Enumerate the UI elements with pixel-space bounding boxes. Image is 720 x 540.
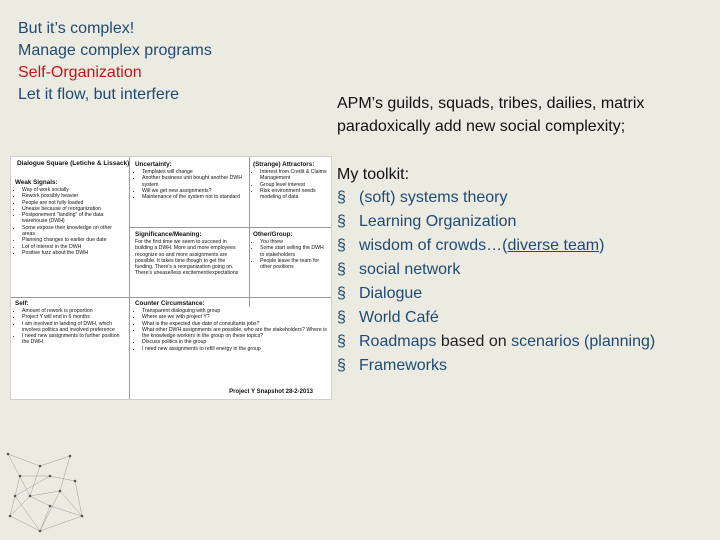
weak-signals-heading: Weak Signals:: [15, 179, 58, 186]
divider: [129, 157, 130, 307]
counter-circumstance-heading: Counter Circumstance:: [135, 300, 205, 307]
list-item: • Unease because of reorganization: [22, 206, 125, 212]
list-item: • Amount of rework is proportion: [22, 308, 125, 314]
toolkit-title: My toolkit:: [337, 166, 410, 183]
toolkit-item-text: Roadmaps: [359, 333, 437, 350]
list-item: • Will we get new assignments?: [142, 188, 245, 194]
list-item: • You threw: [260, 239, 327, 245]
strange-attractors-section: [253, 161, 327, 200]
toolkit-item: [337, 234, 709, 258]
network-edges: [8, 454, 82, 531]
list-item: • Positive fuzz about the DWH: [22, 250, 125, 256]
list-item: • Another business unit bought another DWH system: [142, 175, 245, 188]
list-item: • Maintenance of the system not to standard: [142, 194, 245, 200]
bullet-icon: §: [337, 285, 346, 302]
bullet-icon: §: [337, 261, 346, 278]
other-group-heading: Other/Group:: [253, 231, 293, 238]
list-item: • What other DWH assignments are possible, who are the stakeholders? Where is the knowledge workers in the group on these topics?: [142, 327, 327, 340]
list-item: • What is the expected due date of consultants jobs?: [142, 321, 327, 327]
bullet-icon: §: [337, 333, 346, 350]
significance-heading: Significance/Meaning:: [135, 231, 202, 238]
dialogue-square-figure: [10, 156, 332, 400]
diagram-footer: Project Y Snapshot 28-2-2013: [229, 388, 313, 395]
network-graphic: [0, 446, 90, 540]
list-item: • Lot of interest in the DWH: [22, 244, 125, 250]
list-item: • People leave the team for other positions: [260, 258, 327, 271]
network-nodes: [7, 453, 84, 533]
headline-3: Self-Organization: [18, 64, 142, 81]
list-item: • Some expose their knowledge on other areas: [22, 225, 125, 238]
statement-line-1: APM’s guilds, squads, tribes, dailies, matrix: [337, 95, 645, 112]
toolkit-item: [337, 186, 709, 210]
list-item: • I need new assignments to further position the DWH: [22, 333, 125, 346]
statement: [337, 92, 709, 138]
list-item: • Discuss politics in the group: [142, 339, 327, 345]
headline-4: Let it flow, but interfere: [18, 86, 179, 103]
uncertainty-heading: Uncertainty:: [135, 161, 172, 168]
toolkit-item-text: Frameworks: [359, 357, 448, 374]
toolkit-item-text: wisdom of crowds…(: [359, 237, 508, 254]
list-item: • Templates will change: [142, 169, 245, 175]
list-item: • I need new assignments to refill energy in the group: [142, 346, 327, 352]
list-item: • Rework possibly heavier: [22, 193, 125, 199]
list-item: • Risk environment needs modeling of data: [260, 188, 327, 201]
headline-1: But it’s complex!: [18, 20, 135, 37]
list-item: • People are not fully loaded: [22, 200, 125, 206]
toolkit-item-text: Learning Organization: [359, 213, 517, 230]
list-item: • Interest from Credit & Claims Management: [260, 169, 327, 182]
list-item: • I am involved in landing of DWH, which involves politics and involved preference: [22, 321, 125, 334]
toolkit-item-text: social network: [359, 261, 461, 278]
significance-text: For the first time we seem to succeed in building a DWH. More and more employees recognize so and more assignments are possible. It takes time though to get the funding. There's a reorganization going on. There's unease/less excitement/expectations: [135, 239, 239, 277]
bullet-icon: §: [337, 213, 346, 230]
strange-attractors-heading: (Strange) Attractors:: [253, 161, 315, 168]
other-group-section: [253, 231, 327, 270]
toolkit-item: [337, 210, 709, 234]
toolkit-item-text: (soft) systems theory: [359, 189, 508, 206]
toolkit-item: [337, 330, 709, 354]
self-heading: Self:: [15, 300, 29, 307]
bullet-icon: §: [337, 237, 346, 254]
list-item: • Postponement "landing" of the data warehouse (DWH): [22, 212, 125, 225]
divider: [129, 227, 331, 228]
divider: [249, 157, 250, 307]
diagram-title: Dialogue Square (Letiche & Lissack): [17, 160, 130, 167]
list-item: • Transparent dialoguing with group: [142, 308, 327, 314]
toolkit-item: [337, 258, 709, 282]
significance-section: [135, 231, 245, 277]
list-item: • Planning changes to earlier due date: [22, 237, 125, 243]
bullet-icon: §: [337, 357, 346, 374]
weak-signals-section: [15, 179, 125, 256]
headline-block: [18, 18, 318, 106]
uncertainty-section: [135, 161, 245, 200]
toolkit: [337, 163, 709, 378]
toolkit-item: [337, 306, 709, 330]
counter-circumstance-section: [135, 300, 327, 352]
statement-line-2: paradoxically add new social complexity;: [337, 118, 626, 135]
self-section: [15, 300, 125, 346]
list-item: • Way of work socially: [22, 187, 125, 193]
toolkit-item-text: World Café: [359, 309, 439, 326]
headline-2: Manage complex programs: [18, 42, 212, 59]
toolkit-item-text: ): [599, 237, 605, 254]
toolkit-list: [337, 186, 709, 378]
list-item: • Project Y will end in 6 months: [22, 314, 125, 320]
bullet-icon: §: [337, 189, 346, 206]
list-item: • Group level interest: [260, 182, 327, 188]
divider: [129, 297, 130, 399]
toolkit-item-text: Dialogue: [359, 285, 423, 302]
list-item: • Some start selling the DWH to stakeholders: [260, 245, 327, 258]
toolkit-item-text: based on: [436, 333, 512, 350]
toolkit-item: [337, 354, 709, 378]
toolkit-item-underlined: diverse team: [507, 237, 600, 254]
toolkit-item: [337, 282, 709, 306]
divider: [11, 297, 331, 298]
list-item: • Where are we with project Y?: [142, 314, 327, 320]
toolkit-item-text: scenarios (planning): [511, 333, 656, 350]
bullet-icon: §: [337, 309, 346, 326]
